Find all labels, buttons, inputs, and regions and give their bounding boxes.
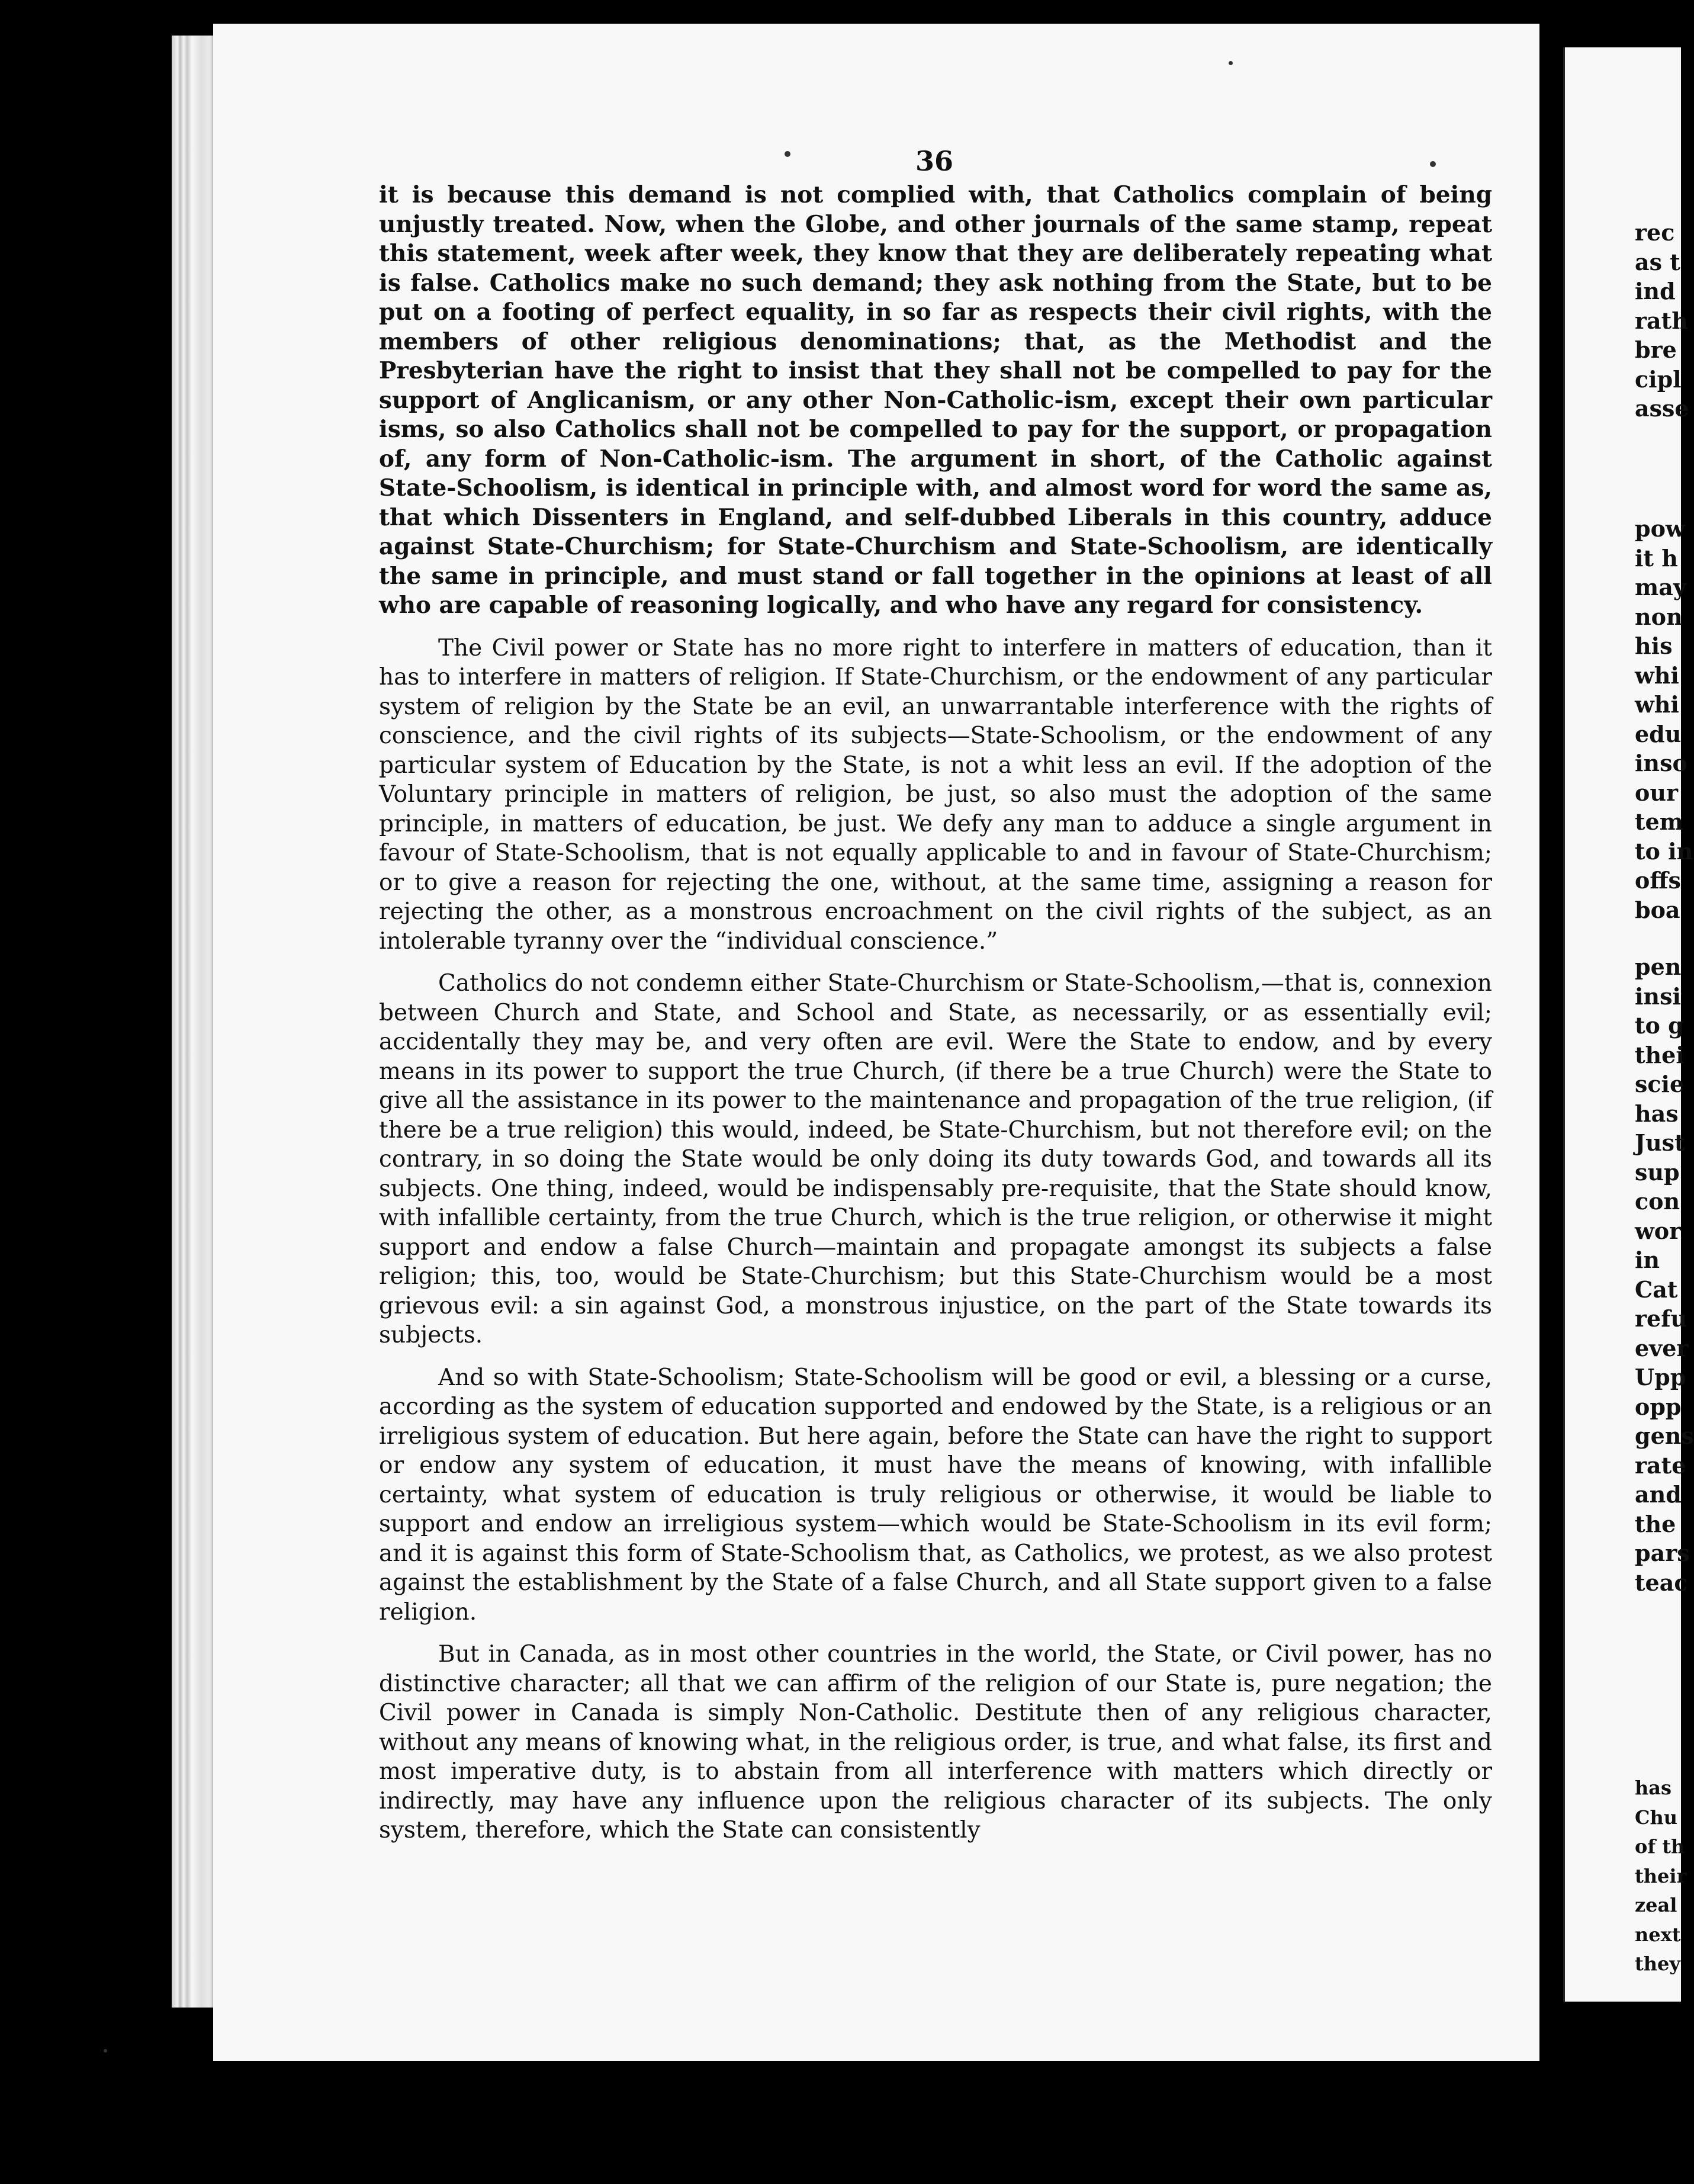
facing-page-fragment: they	[1635, 1952, 1680, 1975]
speck-mark	[785, 151, 790, 157]
facing-page-fragment: Upp	[1635, 1364, 1686, 1390]
facing-page-fragment: the	[1635, 1510, 1676, 1537]
facing-page-fragment: refu	[1635, 1305, 1687, 1332]
facing-page-fragment: our	[1635, 779, 1678, 806]
facing-page-fragment: has	[1635, 1100, 1679, 1127]
paragraph: The Civil power or State has no more right to interfere in matters of education, than it has to interfere in matters of religion. If State-Churchism, or the endowment of any particular system of religion by the State be an evil, an unwarrantable interference with the rights of conscience, and the civil rights of its subjects—State-Schoolism, or the endowment of any particular system of Education by the State, is not a whit less an evil. If the adoption of the Voluntary principle in matters of religion, be just, so also must the adoption of the same principle, in matters of education, be just. We defy any man to adduce a single argument in favour of State-Schoolism, that is not equally applicable to and in favour of State-Churchism; or to give a reason for rejecting the one, without, at the same time, assigning a reason for rejecting the other, as a monstrous encroachment on the civil rights of the subject, as an intolerable tyranny over the “individual conscience.”	[379, 634, 1492, 955]
facing-page-fragment: pow	[1635, 515, 1685, 542]
paragraph: And so with State-Schoolism; State-Schoolism will be good or evil, a blessing or a curse, according as the system of education supported and endowed by the State, is a religious or an irreligious system of education. But here again, before the State can have the right to support or endow any system of education, it must have the means of knowing, with infallible certainty, what system of education is truly religious or otherwise, it would be liable to support and endow an irreligious system—which would be State-Schoolism in its evil form; and it is against this form of State-Schoolism that, as Catholics, we protest, as we also protest against the establishment by the State of a false Church, and all State support given to a false religion.	[379, 1364, 1492, 1626]
facing-page-fragment: edu	[1635, 720, 1682, 747]
facing-page-fragment: whi	[1635, 691, 1679, 718]
facing-page-fragment: may	[1635, 574, 1686, 600]
facing-page-fragment: ind	[1635, 278, 1676, 304]
facing-page-fragment: whi	[1635, 661, 1679, 689]
facing-page-fragment: inso	[1635, 750, 1687, 776]
facing-page-fragment: non	[1635, 603, 1683, 630]
speck-mark	[1430, 161, 1436, 167]
facing-page-fragment: teac	[1635, 1569, 1688, 1596]
facing-page-fragment: Cat	[1635, 1276, 1678, 1303]
paragraph: Catholics do not condemn either State-Churchism or State-Schoolism,—that is, connexion between Church and State, and School and State, as necessarily, or as essentially evil; accidentally they may be, and very often are evil. Were the State to endow, and by every means in its power to support the true Church, (if there be a true Church) were the State to give all the assistance in its power to the maintenance and propagation of the true religion, (if there be a true religion) this would, indeed, be State-Churchism, but not therefore evil; on the contrary, in so doing the State would be only doing its duty towards God, and towards all its subjects. One thing, indeed, would be indispensably pre-requisite, that the State should know, with infallible certainty, from the true Church, which is the true religion, or otherwise it might support and endow a false Church—maintain and propagate amongst its subjects a false religion; this, too, would be State-Churchism; but this State-Churchism would be a most grievous evil: a sin against God, a monstrous injustice, on the part of the State towards its subjects.	[379, 970, 1492, 1348]
facing-page-fragment: pars	[1635, 1540, 1690, 1566]
facing-page-fragment: has	[1635, 1777, 1672, 1799]
paragraph: But in Canada, as in most other countries in the world, the State, or Civil power, has no distinctive character; all that we can affirm of the religion of our State is, pure negation; the Civil power in Canada is simply Non-Catholic. Destitute then of any religious character, without any means of knowing what, in the religious order, is true, and what false, its first and most imperative duty, is to abstain from all interference with matters which directly or indirectly, may have any influence upon the religious character of its subjects. The only system, therefore, which the State can consistently	[379, 1641, 1492, 1843]
facing-page-fragment: next	[1635, 1923, 1681, 1946]
facing-page-fragment: in	[1635, 1247, 1660, 1273]
facing-page-fragment: offs	[1635, 867, 1681, 894]
paragraph-continued: it is because this demand is not complied with, that Catholics complain of being unjustly treated. Now, when the Globe, and other journals of the same stamp, repeat this statement, week after week, they know that they are deliberately repeating what is false. Catholics make no such demand; they ask nothing from the State, but to be put on a footing of perfect equality, in so far as respects their civil rights, with the members of other religious denominations; that, as the Methodist and the Presbyterian have the right to insist that they shall not be compelled to pay for the support of Anglicanism, or any other Non-Catholic-ism, except their own particular isms, so also Catholics shall not be compelled to pay for the support, or propagation of, any form of Non-Catholic-ism. The argument in short, of the Catholic against State-Schoolism, is identical in principle with, and almost word for word the same as, that which Dissenters in England, and self-dubbed Liberals in this country, adduce against State-Churchism; for State-Churchism and State-Schoolism, are identically the same in principle, and must stand or fall together in the opinions at least of all who are capable of reasoning logically, and who have any regard for consistency.	[379, 181, 1492, 619]
facing-page-fragment: opp	[1635, 1393, 1682, 1420]
facing-page-fragment: tem	[1635, 808, 1683, 835]
facing-page-fragment: rate	[1635, 1451, 1686, 1479]
facing-page-fragment: and	[1635, 1481, 1682, 1508]
speck-mark	[1229, 61, 1233, 65]
facing-page-fragment: thei	[1635, 1041, 1685, 1068]
page-number: 36	[915, 145, 953, 177]
stacked-page-edges	[172, 36, 219, 2008]
facing-page-edge	[1563, 47, 1694, 2002]
facing-page-fragment: scie	[1635, 1071, 1685, 1097]
facing-page-fragment: boa	[1635, 896, 1680, 923]
facing-page-fragment: gens	[1635, 1422, 1694, 1449]
facing-page-fragment: insi	[1635, 982, 1681, 1010]
facing-page-fragment: his	[1635, 632, 1673, 659]
facing-page-fragment: Just	[1635, 1129, 1685, 1156]
facing-page-fragment: zeal	[1635, 1894, 1677, 1916]
facing-page-fragment: it h	[1635, 544, 1678, 571]
facing-page-fragment: rath	[1635, 307, 1688, 334]
facing-page-fragment: as t	[1635, 248, 1680, 275]
facing-page-fragment: to g	[1635, 1012, 1684, 1039]
facing-page-fragment: cipl	[1635, 365, 1682, 393]
facing-page-fragment: Chu	[1635, 1806, 1677, 1829]
facing-page-fragment: ever	[1635, 1334, 1689, 1361]
facing-page-fragment: pen	[1635, 953, 1682, 980]
facing-page-fragment: asse	[1635, 395, 1689, 422]
speck-mark	[104, 2049, 107, 2053]
facing-page-fragment: con	[1635, 1188, 1680, 1215]
facing-page-fragment: to in	[1635, 837, 1693, 865]
facing-page-fragment: wor	[1635, 1217, 1682, 1244]
facing-page-fragment: of th	[1635, 1835, 1685, 1858]
facing-page-fragment: their	[1635, 1864, 1687, 1887]
page-body-text	[379, 181, 1492, 1858]
facing-page-fragment: rec	[1635, 219, 1675, 246]
facing-page-fragment: sup	[1635, 1158, 1680, 1186]
facing-page-fragment: bre	[1635, 336, 1677, 363]
